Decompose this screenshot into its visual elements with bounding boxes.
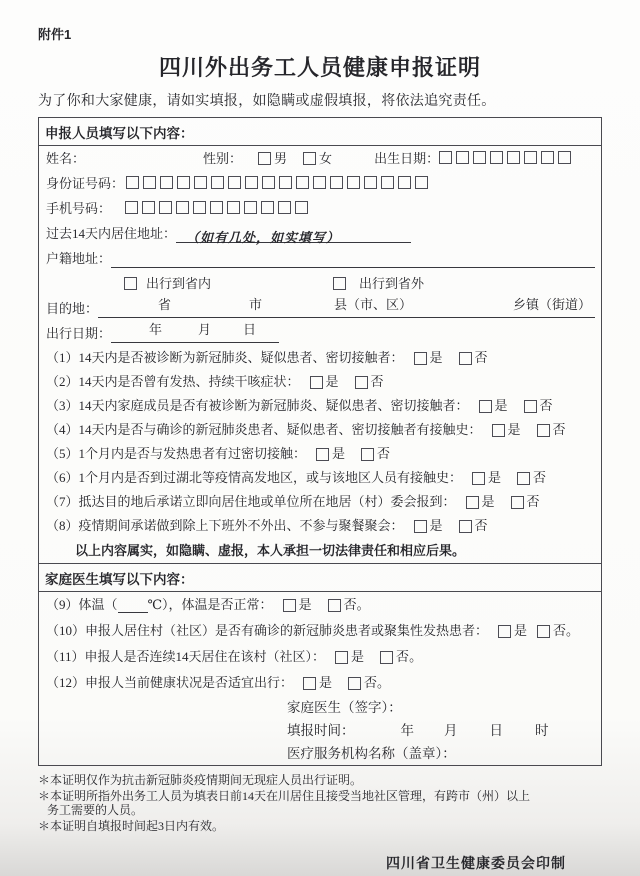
travel-date-blank[interactable]: [111, 324, 279, 343]
unit-county: 县（市、区）: [334, 297, 413, 312]
yes-option[interactable]: 是: [414, 346, 443, 370]
no-option[interactable]: 否: [524, 394, 553, 418]
no-option[interactable]: 否: [361, 442, 390, 466]
no-checkbox[interactable]: [524, 400, 537, 413]
doctor-signature-label: 家庭医生（签字）：: [287, 700, 402, 715]
no-checkbox[interactable]: [361, 448, 374, 461]
name-label: 姓名：: [46, 151, 86, 166]
question-text: （1）14天内是否被诊断为新冠肺炎、疑似患者、密切接触者：: [46, 350, 404, 365]
travel-in-province-option[interactable]: 出行到省内: [124, 271, 211, 296]
question-row-4: [39, 418, 601, 442]
question-row-11: [39, 644, 601, 670]
digit-box[interactable]: [227, 201, 240, 214]
question-row-6: [39, 466, 601, 490]
hukou-address-label: 户籍地址：: [46, 251, 112, 266]
footnote-1: ＊本证明仅作为抗击新冠肺炎疫情期间无现症人员出行证明。: [38, 773, 363, 787]
unit-day: 日: [489, 723, 503, 738]
id-number-label: 身份证号码：: [46, 176, 125, 191]
no-checkbox[interactable]: [380, 651, 393, 664]
digit-box[interactable]: [507, 151, 520, 164]
digit-box[interactable]: [295, 201, 308, 214]
yes-option[interactable]: 是: [498, 618, 527, 644]
digit-box[interactable]: [398, 176, 411, 189]
digit-box[interactable]: [245, 176, 258, 189]
no-checkbox[interactable]: [511, 496, 524, 509]
footnote-3: ＊本证明自填报时间起3日内有效。: [38, 818, 225, 833]
no-checkbox[interactable]: [537, 424, 550, 437]
digit-box[interactable]: [177, 176, 190, 189]
yes-checkbox[interactable]: [414, 520, 427, 533]
yes-option[interactable]: 是: [316, 442, 345, 466]
question-row-7: [39, 490, 601, 514]
unit-day: 日: [243, 322, 257, 337]
footnote-marker: ＊: [38, 773, 51, 787]
digit-box[interactable]: [541, 151, 554, 164]
digit-box[interactable]: [415, 176, 428, 189]
yes-option[interactable]: 是: [283, 592, 312, 618]
question-text: （6）1个月内是否到过湖北等疫情高发地区，或与该地区人员有接触史：: [46, 470, 463, 485]
yes-checkbox[interactable]: [492, 424, 505, 437]
question-row-8: [39, 514, 601, 538]
question-text: （10）申报人居住村（社区）是否有确诊的新冠肺炎患者或聚集性发热患者：: [46, 623, 489, 638]
question-text: （5）1个月内是否与发热患者有过密切接触：: [46, 446, 307, 461]
out-province-checkbox[interactable]: [333, 277, 346, 290]
attachment-label: 附件1: [38, 27, 72, 42]
id-number-boxes[interactable]: [126, 171, 432, 196]
no-option[interactable]: 否: [459, 514, 488, 538]
no-option[interactable]: 否: [537, 618, 566, 644]
digit-box[interactable]: [296, 176, 309, 189]
hukou-address-row: [39, 246, 601, 271]
footnote-2: ＊本证明所指外出务工人员为填表日前14天在川居住且接受当地社区管理，有跨市（州）以上务工需要的人员。: [38, 788, 531, 817]
id-number-row: [39, 171, 601, 196]
no-option[interactable]: 否: [511, 490, 540, 514]
no-option[interactable]: 否: [348, 670, 377, 696]
unit-hour: 时: [535, 723, 549, 738]
yes-option[interactable]: 是: [414, 514, 443, 538]
phone-number-label: 手机号码：: [46, 201, 112, 216]
unit-township: 乡镇（街道）: [512, 297, 591, 312]
no-option[interactable]: 否: [459, 346, 488, 370]
question-row-1: [39, 346, 601, 370]
question-text: （2）14天内是否曾有发热、持续干咳症状：: [46, 374, 300, 389]
digit-box[interactable]: [193, 201, 206, 214]
question-text: （4）14天内是否与确诊的新冠肺炎患者、疑似患者、密切接触者有接触史：: [46, 422, 482, 437]
yes-checkbox[interactable]: [498, 625, 511, 638]
name-gender-birth-row: [39, 146, 601, 171]
sentence-end: 。: [377, 675, 391, 690]
gender-female-option[interactable]: 女: [303, 146, 332, 171]
digit-box[interactable]: [347, 176, 360, 189]
unit-province: 省: [158, 297, 172, 312]
temperature-row: [39, 592, 601, 618]
question-text: （7）抵达目的地后承诺立即向居住地或单位所在地居（村）委会报到：: [46, 494, 456, 509]
unit-city: 市: [249, 297, 263, 312]
unit-year: 年: [149, 322, 163, 337]
fill-time-label: 填报时间：: [287, 723, 355, 738]
fill-time-row: [287, 719, 601, 742]
yes-option[interactable]: 是: [492, 418, 521, 442]
digit-box[interactable]: [313, 176, 326, 189]
no-checkbox[interactable]: [355, 376, 368, 389]
yes-checkbox[interactable]: [316, 448, 329, 461]
digit-box[interactable]: [194, 176, 207, 189]
footnote-marker: ＊: [38, 818, 51, 833]
digit-box[interactable]: [330, 176, 343, 189]
yes-option[interactable]: 是: [466, 490, 495, 514]
destination-blank[interactable]: [98, 299, 595, 318]
no-checkbox[interactable]: [348, 677, 361, 690]
digit-box[interactable]: [244, 201, 257, 214]
signature-block: [39, 696, 601, 765]
address-hint: （如有几处，如实填写）: [186, 229, 341, 245]
digit-box[interactable]: [490, 151, 503, 164]
female-checkbox[interactable]: [303, 152, 316, 165]
digit-box[interactable]: [228, 176, 241, 189]
yes-checkbox[interactable]: [479, 400, 492, 413]
recent-address-row: [39, 221, 601, 246]
form-title: 四川外出务工人员健康申报证明: [158, 55, 481, 80]
question-row-5: [39, 442, 601, 466]
yes-checkbox[interactable]: [283, 599, 296, 612]
yes-option[interactable]: 是: [335, 644, 364, 670]
phone-number-row: [39, 196, 601, 221]
sentence-end: 。: [409, 649, 423, 664]
digit-box[interactable]: [211, 176, 224, 189]
yes-option[interactable]: 是: [303, 670, 332, 696]
gender-label: 性别：: [203, 151, 243, 166]
org-name-row: [287, 742, 601, 765]
doctor-section-header: 家庭医生填写以下内容：: [39, 563, 601, 592]
no-checkbox[interactable]: [328, 599, 341, 612]
printed-by-line: 四川省卫生健康委员会印制: [386, 855, 566, 871]
no-option[interactable]: 否: [380, 644, 409, 670]
yes-checkbox[interactable]: [414, 352, 427, 365]
hukou-address-blank[interactable]: [111, 250, 595, 268]
org-name-label: 医疗服务机构名称（盖章）：: [287, 746, 456, 761]
digit-box[interactable]: [439, 151, 452, 164]
phone-number-boxes[interactable]: [125, 196, 312, 221]
unit-month: 月: [198, 322, 212, 337]
digit-box[interactable]: [261, 201, 274, 214]
gender-male-option[interactable]: 男: [258, 146, 287, 171]
in-province-checkbox[interactable]: [124, 277, 137, 290]
destination-row: [39, 296, 601, 321]
no-option[interactable]: 否: [328, 592, 357, 618]
digit-box[interactable]: [142, 201, 155, 214]
digit-box[interactable]: [279, 176, 292, 189]
question-row-12: [39, 670, 601, 696]
sentence-end: 。: [356, 597, 370, 612]
travel-date-row: [39, 321, 601, 346]
applicant-section-header: 申报人员填写以下内容：: [39, 118, 601, 146]
digit-box[interactable]: [278, 201, 291, 214]
yes-option[interactable]: 是: [310, 370, 339, 394]
no-checkbox[interactable]: [517, 472, 530, 485]
temperature-label-suffix: ℃），体温是否正常：: [147, 597, 273, 612]
question-text: （12）申报人当前健康状况是否适宜出行：: [46, 675, 294, 690]
yes-checkbox[interactable]: [335, 651, 348, 664]
digit-box[interactable]: [126, 176, 139, 189]
yes-checkbox[interactable]: [466, 496, 479, 509]
yes-checkbox[interactable]: [472, 472, 485, 485]
digit-box[interactable]: [143, 176, 156, 189]
recent-address-label: 过去14天内居住地址：: [46, 226, 177, 241]
travel-out-province-option[interactable]: 出行到省外: [333, 271, 424, 296]
footnotes: [38, 773, 536, 833]
digit-box[interactable]: [364, 176, 377, 189]
doctor-signature-row: [287, 696, 601, 719]
question-text: （8）疫情期间承诺做到除上下班外不外出、不参与聚餐聚会：: [46, 518, 404, 533]
birth-date-boxes[interactable]: [439, 146, 575, 171]
digit-box[interactable]: [125, 201, 138, 214]
question-row-3: [39, 394, 601, 418]
digit-box[interactable]: [160, 176, 173, 189]
temperature-blank[interactable]: [118, 598, 148, 613]
digit-box[interactable]: [159, 201, 172, 214]
sentence-end: 。: [566, 623, 580, 638]
unit-year: 年: [400, 723, 414, 738]
notice-text: 为了你和大家健康，请如实填报，如隐瞒或虚假填报，将依法追究责任。: [38, 94, 496, 109]
no-checkbox[interactable]: [459, 352, 472, 365]
male-checkbox[interactable]: [258, 152, 271, 165]
recent-address-blank[interactable]: [176, 225, 411, 243]
yes-option[interactable]: 是: [472, 466, 501, 490]
birth-date-label: 出生日期：: [374, 151, 440, 166]
no-checkbox[interactable]: [459, 520, 472, 533]
declaration-text: 以上内容属实，如隐瞒、虚报，本人承担一切法律责任和相应后果。: [75, 543, 466, 558]
temperature-label-prefix: （9）体温（: [46, 597, 118, 612]
unit-month: 月: [444, 723, 458, 738]
digit-box[interactable]: [262, 176, 275, 189]
destination-label: 目的地：: [46, 301, 99, 316]
digit-box[interactable]: [473, 151, 486, 164]
yes-checkbox[interactable]: [303, 677, 316, 690]
footnote-marker: ＊: [38, 788, 51, 803]
travel-date-label: 出行日期：: [46, 326, 112, 341]
no-checkbox[interactable]: [537, 625, 550, 638]
form-box: [38, 117, 602, 766]
yes-checkbox[interactable]: [310, 376, 323, 389]
digit-box[interactable]: [210, 201, 223, 214]
question-text: （3）14天内家庭成员是否有被诊断为新冠肺炎、疑似患者、密切接触者：: [46, 398, 469, 413]
digit-box[interactable]: [524, 151, 537, 164]
yes-option[interactable]: 是: [479, 394, 508, 418]
digit-box[interactable]: [456, 151, 469, 164]
question-row-2: [39, 370, 601, 394]
digit-box[interactable]: [558, 151, 571, 164]
no-option[interactable]: 否: [355, 370, 384, 394]
digit-box[interactable]: [381, 176, 394, 189]
digit-box[interactable]: [176, 201, 189, 214]
no-option[interactable]: 否: [537, 418, 566, 442]
question-text: （11）申报人是否连续14天居住在该村（社区）：: [46, 649, 326, 664]
no-option[interactable]: 否: [517, 466, 546, 490]
question-row-10: [39, 618, 601, 644]
